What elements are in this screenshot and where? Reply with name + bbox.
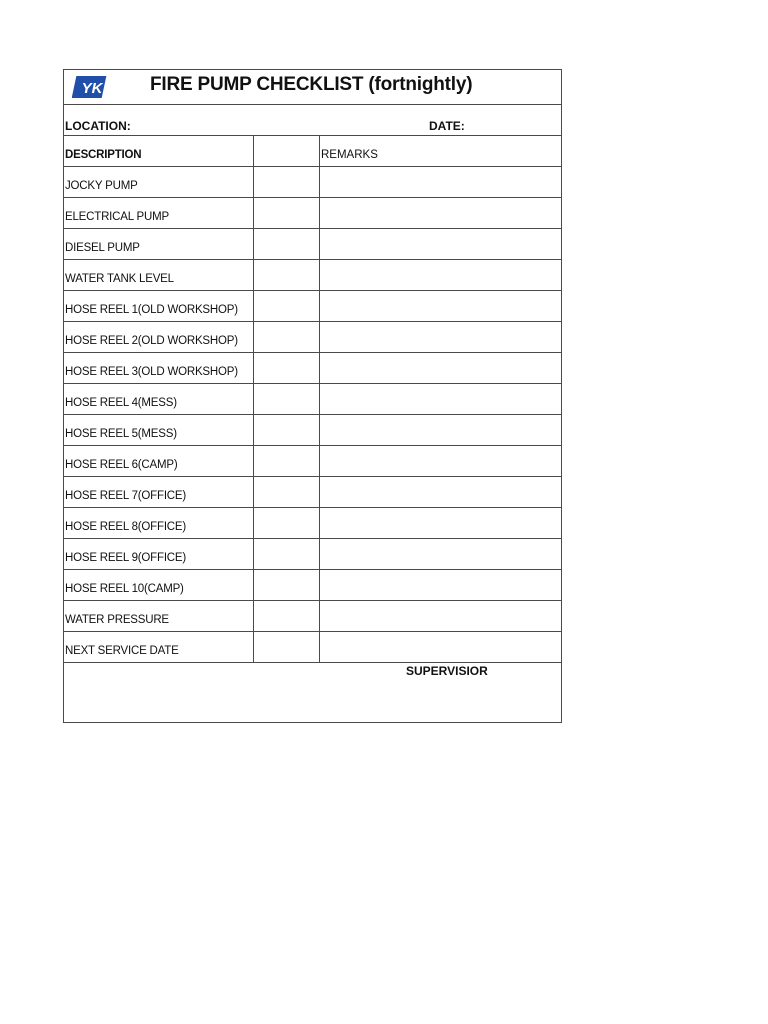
table-row [64,539,561,570]
table-row [64,322,561,353]
remarks-header: REMARKS [321,149,378,161]
item-label: NEXT SERVICE DATE [65,645,179,657]
description-header: DESCRIPTION [65,149,142,161]
column-divider-remarks [319,136,320,663]
logo-text: YK [81,80,103,97]
item-label: HOSE REEL 3(OLD WORKSHOP) [65,366,238,378]
table-row [64,570,561,601]
item-label: HOSE REEL 2(OLD WORKSHOP) [65,335,238,347]
supervisor-area [64,663,561,722]
company-logo [72,73,112,101]
table-row [64,291,561,322]
table-row [64,508,561,539]
table-row [64,477,561,508]
item-label: HOSE REEL 1(OLD WORKSHOP) [65,304,238,316]
item-label: HOSE REEL 5(MESS) [65,428,177,440]
item-label: DIESEL PUMP [65,242,140,254]
table-row [64,446,561,477]
table-row [64,167,561,198]
supervisor-label: SUPERVISIOR [406,664,488,678]
item-label: ELECTRICAL PUMP [65,211,169,223]
table-row [64,384,561,415]
checklist-sheet [63,69,562,723]
title-row [64,70,561,105]
item-label: HOSE REEL 9(OFFICE) [65,552,187,564]
table-header-row [64,136,561,167]
item-label: HOSE REEL 8(OFFICE) [65,521,187,533]
table-row [64,353,561,384]
date-label: DATE: [429,119,465,133]
page-title: FIRE PUMP CHECKLIST (fortnightly) [150,74,473,95]
item-label: WATER PRESSURE [65,614,169,626]
table-row [64,632,561,663]
table-row [64,601,561,632]
item-label: JOCKY PUMP [65,180,138,192]
table-row [64,198,561,229]
location-date-row [64,105,561,136]
column-divider-status [253,136,254,663]
item-label: WATER TANK LEVEL [65,273,174,285]
item-label: HOSE REEL 6(CAMP) [65,459,178,471]
table-row [64,260,561,291]
table-row [64,229,561,260]
table-row [64,415,561,446]
location-label: LOCATION: [65,119,131,133]
item-label: HOSE REEL 10(CAMP) [65,583,184,595]
item-label: HOSE REEL 4(MESS) [65,397,177,409]
item-label: HOSE REEL 7(OFFICE) [65,490,187,502]
